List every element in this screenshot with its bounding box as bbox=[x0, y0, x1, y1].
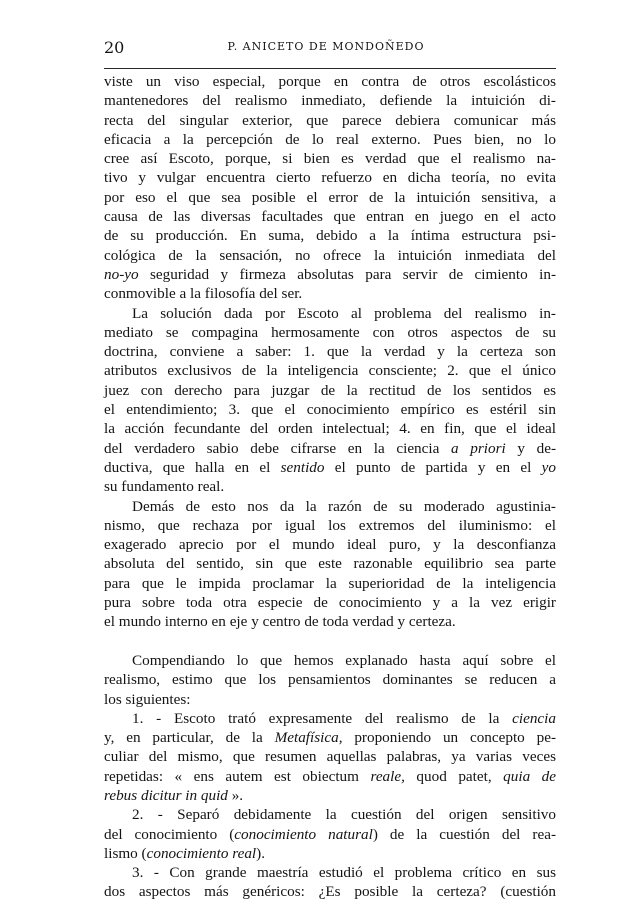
text-line bbox=[104, 670, 556, 689]
text-segment: el punto de partida y en el bbox=[324, 458, 542, 476]
text-line bbox=[104, 188, 556, 207]
text-segment: absoluta del sentido, sin que este razonable equilibrio sea parte bbox=[104, 555, 556, 573]
text-line bbox=[104, 747, 556, 766]
text-segment: La solución dada por Escoto al problema del realismo in- bbox=[132, 304, 556, 322]
text-segment: quod patet, bbox=[404, 767, 504, 785]
text-segment: mediato se compagina hermosamente con otros aspectos de su bbox=[104, 323, 556, 341]
text-line bbox=[104, 130, 556, 149]
text-line bbox=[104, 825, 556, 844]
text-segment: del verdadero sabio debe cifrarse en la ciencia bbox=[104, 439, 452, 457]
page-header bbox=[104, 38, 548, 58]
italic-text: reale, bbox=[370, 767, 405, 785]
italic-text: quia de bbox=[503, 767, 557, 785]
text-segment: causa de las diversas facultades que entran en juego en el acto bbox=[104, 208, 556, 226]
italic-text: sentido bbox=[280, 458, 325, 476]
text-line bbox=[104, 439, 556, 458]
text-line bbox=[104, 593, 556, 612]
text-segment: culiar del mismo, que resumen aquellas palabras, ya varias veces bbox=[104, 748, 556, 766]
text-segment: viste un viso especial, porque en contra de otros escolásticos bbox=[104, 73, 556, 90]
text-segment: la acción fecundante del orden intelectual; 4. en fin, que el ideal bbox=[104, 420, 556, 438]
text-segment: de su producción. En suma, debido a la íntima estructura psi- bbox=[104, 227, 556, 245]
text-line bbox=[104, 863, 556, 882]
text-line bbox=[104, 168, 556, 187]
text-line bbox=[104, 246, 556, 265]
text-segment: 3. - Con grande maestría estudió el problema crítico en sus bbox=[132, 864, 556, 882]
text-segment: Compendiando lo que hemos explanado hasta aquí sobre el bbox=[132, 651, 556, 669]
text-segment: conmovible a la filosofía del ser. bbox=[104, 285, 303, 303]
text-segment: del conocimiento ( bbox=[104, 825, 235, 843]
header-rule bbox=[104, 68, 556, 69]
text-line bbox=[104, 207, 556, 226]
running-title: P. ANICETO DE MONDOÑEDO bbox=[227, 40, 425, 53]
body-text bbox=[104, 72, 556, 902]
paragraph-gap bbox=[104, 632, 556, 651]
text-segment: lismo ( bbox=[104, 844, 147, 862]
text-segment: nismo, que rechaza por igual los extremos del iluminismo: el bbox=[104, 516, 556, 534]
text-line bbox=[104, 477, 556, 496]
text-line bbox=[104, 844, 556, 863]
text-line bbox=[104, 709, 556, 728]
text-line bbox=[104, 516, 556, 535]
text-line bbox=[104, 226, 556, 245]
text-segment: juez con derecho para juzgar de la rectitud de los sentidos es bbox=[104, 381, 556, 399]
text-line bbox=[104, 786, 556, 805]
text-line bbox=[104, 805, 556, 824]
text-line bbox=[104, 361, 556, 380]
text-segment: su fundamento real. bbox=[104, 478, 225, 496]
text-segment: el entendimiento; 3. que el conocimiento empírico es estéril sin bbox=[104, 401, 556, 419]
text-segment: seguridad y firmeza absolutas para servir de cimiento in- bbox=[138, 265, 556, 283]
text-line bbox=[104, 381, 556, 400]
text-segment: los siguientes: bbox=[104, 690, 191, 708]
text-segment: ». bbox=[227, 786, 244, 804]
text-segment: ). bbox=[256, 844, 266, 862]
text-segment: para que le impida proclamar la superioridad de la inteligencia bbox=[104, 574, 556, 592]
text-segment: mantenedores del realismo inmediato, defiende la intuición di- bbox=[104, 92, 556, 110]
text-segment: realismo, estimo que los pensamientos dominantes se reducen a bbox=[104, 671, 556, 689]
text-segment: doctrina, conviene a saber: 1. que la verdad y la certeza son bbox=[104, 343, 556, 361]
text-line bbox=[104, 612, 556, 631]
italic-text: conocimiento natural bbox=[234, 825, 373, 843]
text-line bbox=[104, 458, 556, 477]
text-segment: y de- bbox=[505, 439, 557, 457]
text-line bbox=[104, 342, 556, 361]
text-line bbox=[104, 767, 556, 786]
text-segment: pura sobre toda otra especie de conocimiento y a la vez erigir bbox=[104, 594, 556, 612]
text-segment: por eso el que sea posible el error de la intuición sensitiva, a bbox=[104, 188, 556, 206]
text-segment: tivo y vulgar encuentra cierto refuerzo en dicha teoría, no evita bbox=[104, 169, 556, 187]
text-segment: proponiendo un concepto pe- bbox=[342, 729, 557, 747]
text-line bbox=[104, 304, 556, 323]
text-line bbox=[104, 651, 556, 670]
italic-text: no-yo bbox=[104, 265, 139, 283]
text-segment: Demás de esto nos da la razón de su moderado agustinia- bbox=[132, 497, 556, 515]
text-line bbox=[104, 554, 556, 573]
text-segment: recta del singular exterior, que parece debiera comunicar más bbox=[104, 111, 556, 129]
text-segment: exagerado aprecio por el mundo ideal puro, y la desconfianza bbox=[104, 536, 556, 554]
text-line bbox=[104, 149, 556, 168]
text-line bbox=[104, 497, 556, 516]
text-line bbox=[104, 284, 556, 303]
text-line bbox=[104, 728, 556, 747]
text-line bbox=[104, 400, 556, 419]
italic-text: conocimiento real bbox=[146, 844, 257, 862]
text-line bbox=[104, 690, 556, 709]
text-segment: ) de la cuestión del rea- bbox=[372, 825, 557, 843]
text-segment: 1. - Escoto trató expresamente del realismo de la bbox=[132, 709, 513, 727]
text-line bbox=[104, 111, 556, 130]
text-line bbox=[104, 323, 556, 342]
text-segment: eficacia a la percepción de lo real externo. Pues bien, no lo bbox=[104, 130, 556, 148]
text-segment: atributos exclusivos de la inteligencia consciente; 2. que el único bbox=[104, 362, 556, 380]
text-segment: ductiva, que halla en el bbox=[104, 458, 281, 476]
italic-text: a priori bbox=[451, 439, 506, 457]
text-line bbox=[104, 535, 556, 554]
text-line bbox=[104, 91, 556, 110]
italic-text: rebus dicitur in quid bbox=[104, 786, 228, 804]
text-line bbox=[104, 419, 556, 438]
text-line bbox=[104, 72, 556, 91]
text-segment: y, en particular, de la bbox=[104, 729, 275, 747]
text-segment: 2. - Separó debidamente la cuestión del origen sensitivo bbox=[132, 806, 556, 824]
italic-text: ciencia bbox=[512, 709, 556, 727]
text-segment: cree así Escoto, porque, si bien es verdad que el realismo na- bbox=[104, 150, 556, 168]
text-line bbox=[104, 882, 556, 901]
text-line bbox=[104, 574, 556, 593]
page-number: 20 bbox=[104, 38, 125, 57]
italic-text: yo bbox=[541, 458, 556, 476]
text-line bbox=[104, 265, 556, 284]
italic-text: Metafísica, bbox=[274, 729, 343, 747]
text-segment: dos aspectos más genéricos: ¿Es posible la certeza? (cuestión bbox=[104, 883, 556, 901]
text-segment: cológica de la sensación, no ofrece la intuición inmediata del bbox=[104, 246, 556, 264]
text-segment: el mundo interno en eje y centro de toda verdad y certeza. bbox=[104, 613, 456, 631]
text-segment: repetidas: « ens autem est obiectum bbox=[104, 767, 371, 785]
